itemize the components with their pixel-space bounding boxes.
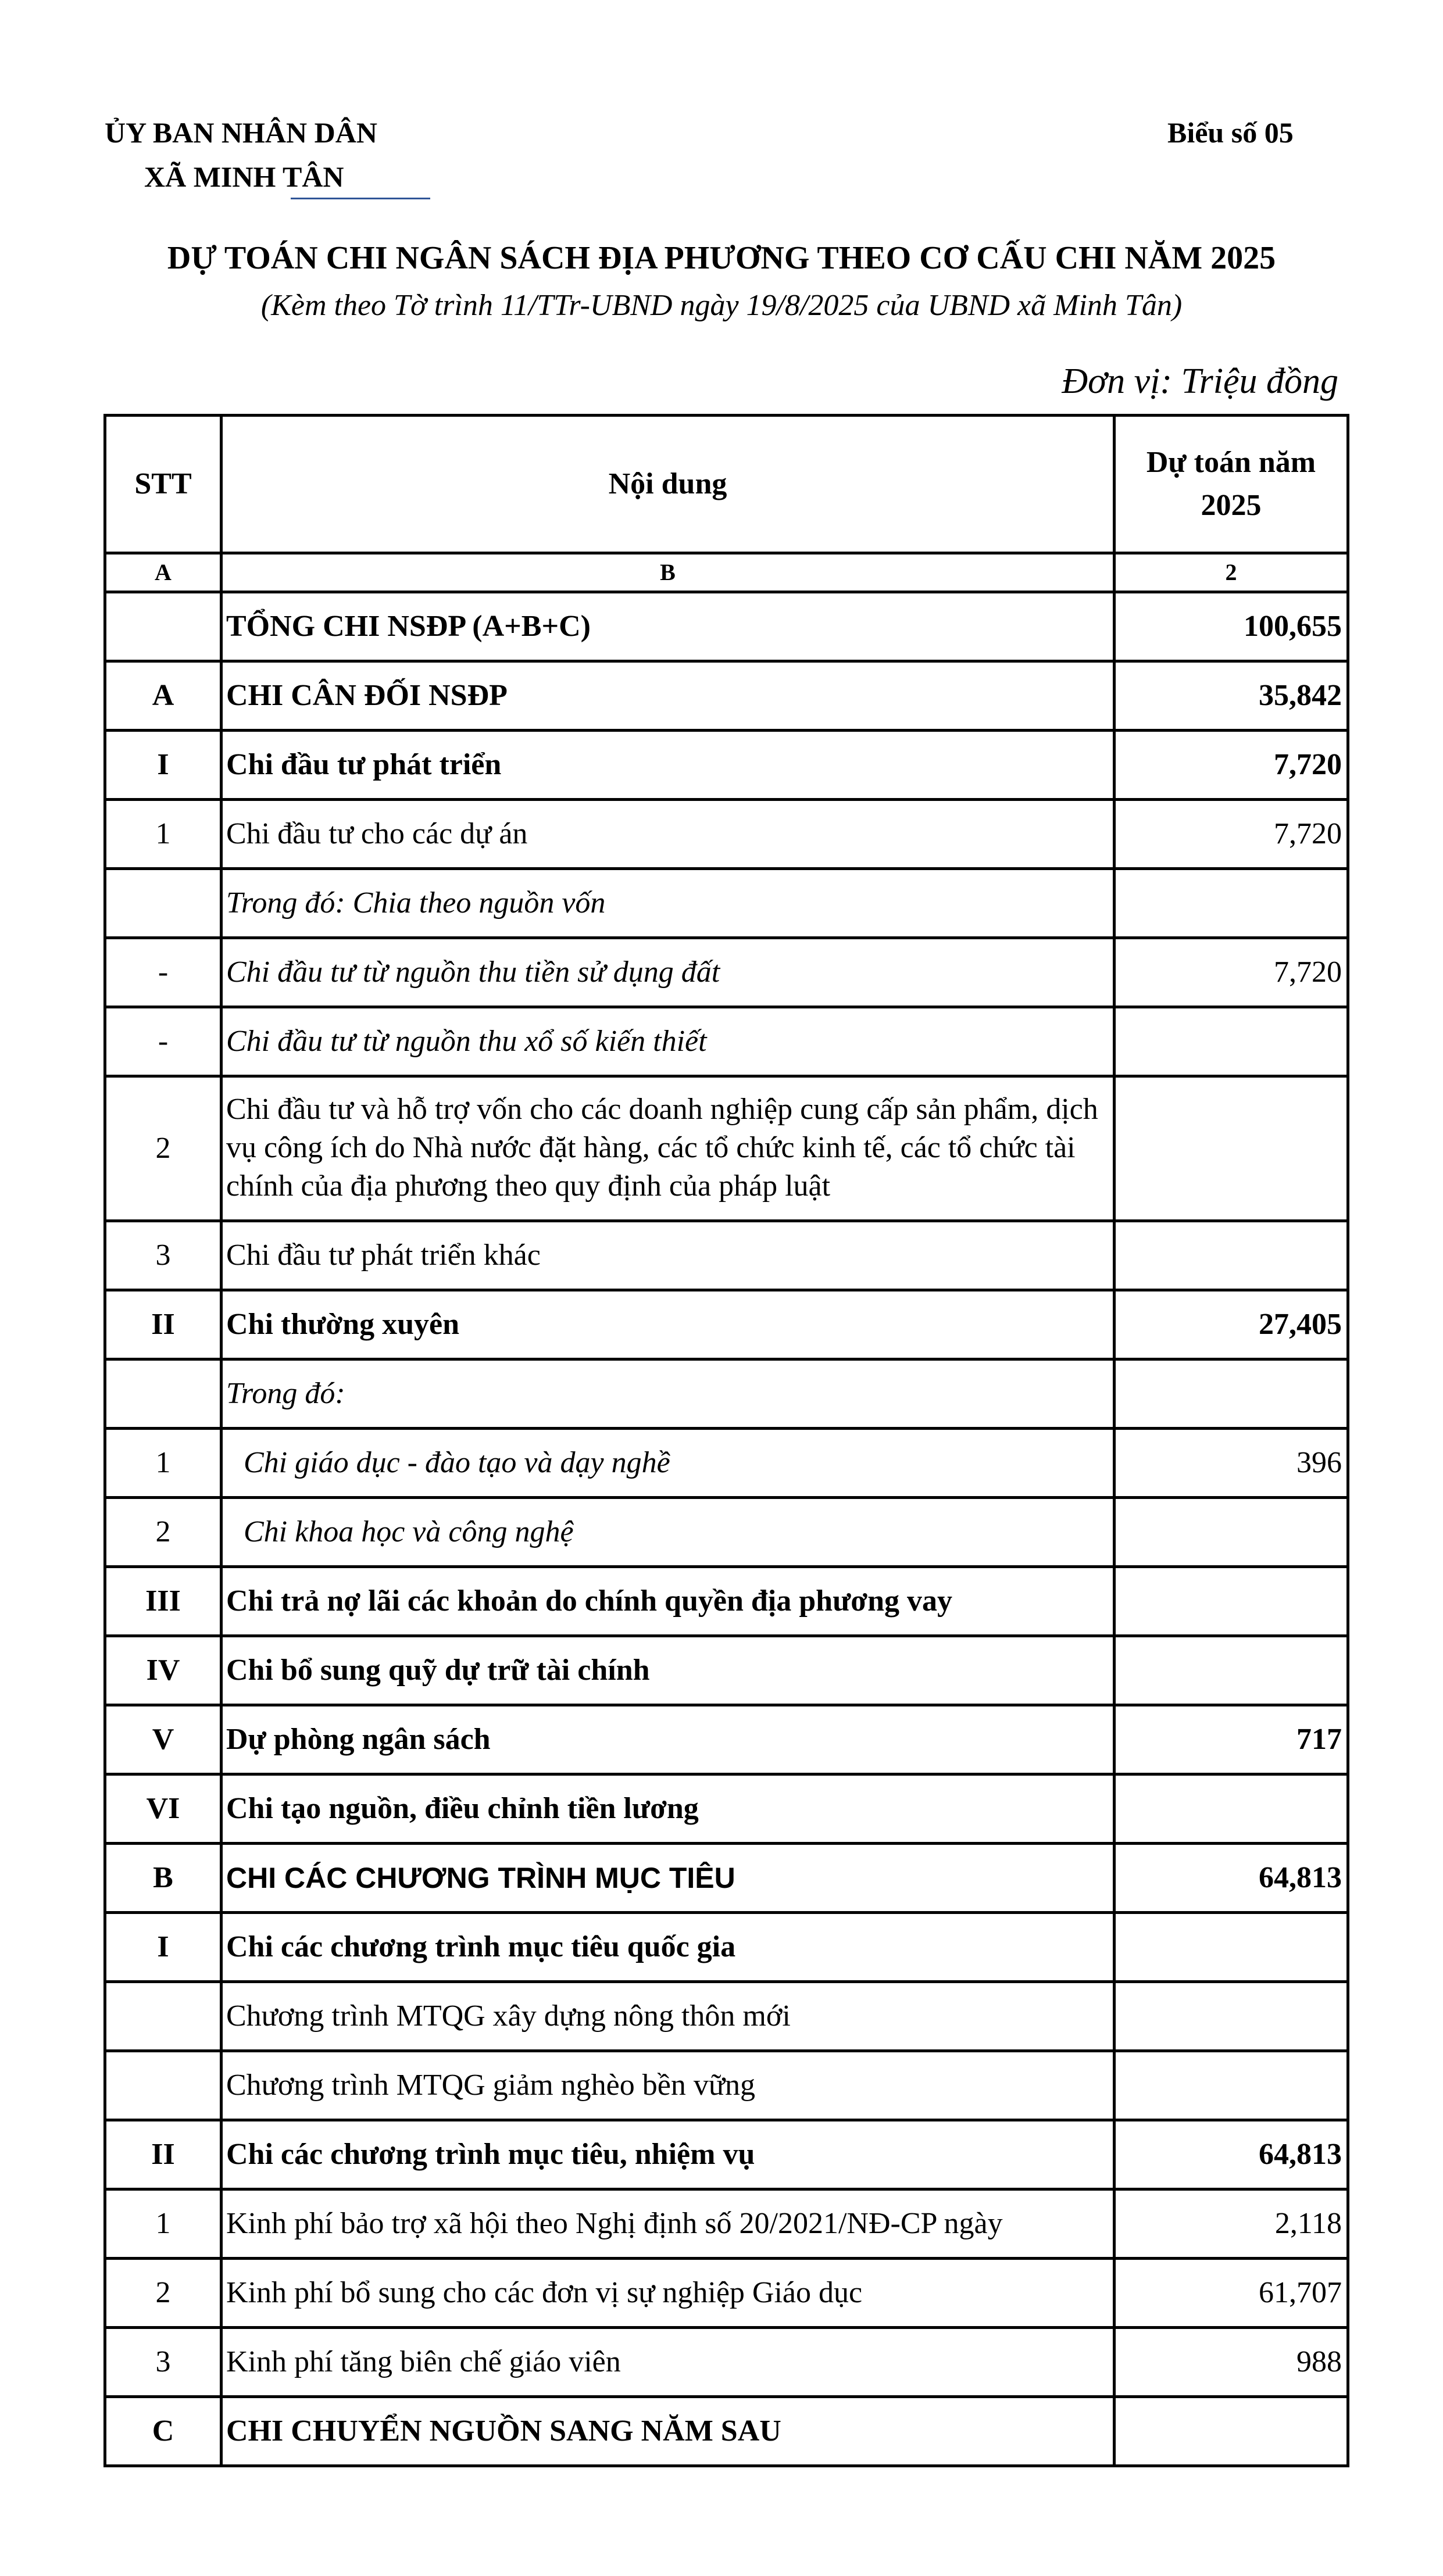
row-content: Chi thường xuyên [222,1290,1115,1359]
index-content: B [222,553,1115,592]
table-row [105,731,1348,800]
row-content: Chi các chương trình mục tiêu, nhiệm vụ [222,2120,1115,2189]
table-row [105,1076,1348,1221]
row-stt: A [105,661,222,731]
table-row [105,1982,1348,2051]
table-row [105,1705,1348,1774]
row-stt: II [105,2120,222,2189]
table-row [105,1844,1348,1913]
table-row [105,1498,1348,1567]
row-value [1115,1076,1348,1221]
row-stt [105,1359,222,1429]
row-content: Chi giáo dục - đào tạo và dạy nghề [222,1429,1115,1498]
row-content: Chương trình MTQG giảm nghèo bền vững [222,2051,1115,2120]
table-row [105,2189,1348,2259]
row-stt [105,2051,222,2120]
row-stt: 1 [105,1429,222,1498]
issuer-underline [291,198,430,199]
row-content: Kinh phí bảo trợ xã hội theo Nghị định số 20/2021/NĐ-CP ngày [222,2189,1115,2259]
index-estimate: 2 [1115,553,1348,592]
row-stt: I [105,1913,222,1982]
unit-label: Đơn vị: Triệu đồng [1062,362,1338,401]
row-value [1115,1359,1348,1429]
row-content: CHI CHUYỂN NGUỒN SANG NĂM SAU [222,2397,1115,2466]
index-stt: A [105,553,222,592]
row-stt: I [105,731,222,800]
row-value: 61,707 [1115,2259,1348,2328]
row-value: 396 [1115,1429,1348,1498]
row-value [1115,1982,1348,2051]
row-content: TỔNG CHI NSĐP (A+B+C) [222,592,1115,661]
row-content: Chi đầu tư phát triển [222,731,1115,800]
row-stt: - [105,938,222,1007]
row-content: Chi khoa học và công nghệ [222,1498,1115,1567]
header-estimate [1115,416,1348,553]
page-title: DỰ TOÁN CHI NGÂN SÁCH ĐỊA PHƯƠNG THEO CƠ CẤU CHI NĂM 2025 [167,240,1276,276]
row-value: 717 [1115,1705,1348,1774]
table-row [105,1567,1348,1636]
row-stt: 2 [105,2259,222,2328]
issuer-block [105,110,377,199]
table-row [105,1774,1348,1844]
form-number: Biểu số 05 [1167,116,1294,149]
table-header-row [105,416,1348,553]
row-stt [105,869,222,938]
row-content: Chi đầu tư từ nguồn thu tiền sử dụng đất [222,938,1115,1007]
table-row [105,1636,1348,1705]
row-value: 7,720 [1115,731,1348,800]
table-row [105,661,1348,731]
row-stt: 2 [105,1498,222,1567]
row-content: CHI CÁC CHƯƠNG TRÌNH MỤC TIÊU [222,1844,1115,1913]
row-value [1115,1567,1348,1636]
row-value [1115,869,1348,938]
row-content-text: Chi đầu tư và hỗ trợ vốn cho các doanh nghiệp cung cấp sản phẩm, dịch vụ công ích do Nhà nước đặt hàng, các tổ chức kinh tế, các tổ chức tài chính của địa phương theo quy định của pháp luật [226,1093,1098,1203]
row-content: Chi bổ sung quỹ dự trữ tài chính [222,1636,1115,1705]
table-row [105,2120,1348,2189]
row-content: Dự phòng ngân sách [222,1705,1115,1774]
table-row [105,2259,1348,2328]
row-value [1115,1774,1348,1844]
row-stt: - [105,1007,222,1076]
table-row [105,1290,1348,1359]
row-stt: 2 [105,1076,222,1221]
budget-table [103,414,1349,2467]
row-content: CHI CÂN ĐỐI NSĐP [222,661,1115,731]
row-value [1115,1498,1348,1567]
row-value: 35,842 [1115,661,1348,731]
row-value [1115,1007,1348,1076]
row-content: Chi đầu tư từ nguồn thu xổ số kiến thiết [222,1007,1115,1076]
row-stt: 1 [105,2189,222,2259]
row-content: Kinh phí tăng biên chế giáo viên [222,2328,1115,2397]
row-value: 64,813 [1115,1844,1348,1913]
issuer-line-2: XÃ MINH TÂN [144,160,344,193]
row-stt: IV [105,1636,222,1705]
row-stt: V [105,1705,222,1774]
table-row [105,1359,1348,1429]
row-content: Chi tạo nguồn, điều chỉnh tiền lương [222,1774,1115,1844]
row-content [222,1076,1115,1221]
issuer-line-1: ỦY BAN NHÂN DÂN [105,116,377,149]
row-value: 100,655 [1115,592,1348,661]
table-row [105,2397,1348,2466]
row-value: 7,720 [1115,938,1348,1007]
page-subtitle: (Kèm theo Tờ trình 11/TTr-UBND ngày 19/8/2025 của UBND xã Minh Tân) [260,289,1183,322]
row-content: Chương trình MTQG xây dựng nông thôn mới [222,1982,1115,2051]
header-estimate-line-1: Dự toán năm [1146,446,1316,479]
table-row [105,869,1348,938]
row-value [1115,1636,1348,1705]
row-stt: 1 [105,800,222,869]
row-content: Chi đầu tư cho các dự án [222,800,1115,869]
header-content: Nội dung [222,416,1115,553]
row-value [1115,1221,1348,1290]
row-stt [105,592,222,661]
row-value [1115,1913,1348,1982]
row-value: 64,813 [1115,2120,1348,2189]
row-content: Chi đầu tư phát triển khác [222,1221,1115,1290]
column-index-row [105,553,1348,592]
row-stt [105,1982,222,2051]
row-value [1115,2397,1348,2466]
row-content: Trong đó: Chia theo nguồn vốn [222,869,1115,938]
header-estimate-line-2: 2025 [1201,489,1262,522]
table-row [105,1913,1348,1982]
table-row [105,592,1348,661]
row-value: 7,720 [1115,800,1348,869]
row-value: 27,405 [1115,1290,1348,1359]
row-stt: VI [105,1774,222,1844]
table-row [105,1221,1348,1290]
header-stt: STT [105,416,222,553]
row-value: 988 [1115,2328,1348,2397]
row-content: Chi trả nợ lãi các khoản do chính quyền địa phương vay [222,1567,1115,1636]
table-row [105,1429,1348,1498]
row-content: Chi các chương trình mục tiêu quốc gia [222,1913,1115,1982]
row-content: Kinh phí bổ sung cho các đơn vị sự nghiệp Giáo dục [222,2259,1115,2328]
row-stt: C [105,2397,222,2466]
row-stt: B [105,1844,222,1913]
table-row [105,938,1348,1007]
row-value [1115,2051,1348,2120]
table-row [105,1007,1348,1076]
table-row [105,2051,1348,2120]
row-stt: II [105,1290,222,1359]
row-stt: 3 [105,1221,222,1290]
row-value: 2,118 [1115,2189,1348,2259]
row-stt: III [105,1567,222,1636]
table-row [105,2328,1348,2397]
table-row [105,800,1348,869]
row-content: Trong đó: [222,1359,1115,1429]
row-stt: 3 [105,2328,222,2397]
